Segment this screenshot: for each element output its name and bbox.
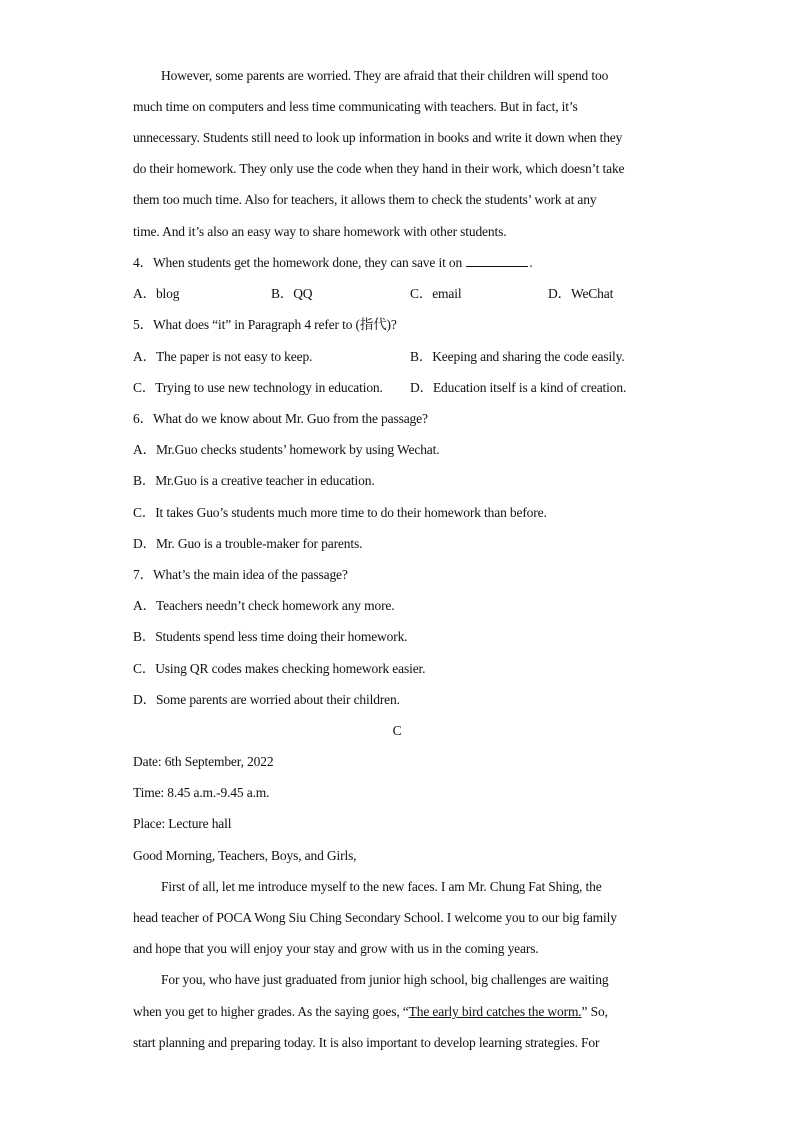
passage-line: unnecessary. Students still need to look up information in books and write it down when they: [133, 130, 623, 145]
speech-greeting: Good Morning, Teachers, Boys, and Girls,: [133, 848, 357, 863]
question-6-option-b: B．Mr.Guo is a creative teacher in education.: [133, 473, 375, 488]
answer-blank: [466, 254, 528, 267]
speech-text: when you get to higher grades. As the saying goes, “: [133, 1004, 409, 1019]
question-5-option-a: A．The paper is not easy to keep.: [133, 349, 313, 364]
speech-text: ” So,: [581, 1004, 608, 1019]
question-5-option-c: C．Trying to use new technology in education.: [133, 380, 383, 395]
question-4-stem-end: .: [529, 255, 533, 270]
question-4-option-a: A．blog: [133, 286, 180, 301]
section-heading: C: [392, 723, 402, 738]
question-4-stem-text: 4．When students get the homework done, they can save it on: [133, 255, 463, 270]
speech-line: [133, 1003, 608, 1021]
quoted-saying: The early bird catches the worm.: [408, 1004, 582, 1019]
passage-line: them too much time. Also for teachers, it allows them to check the students’ work at any: [133, 192, 597, 207]
question-6-option-d: D．Mr. Guo is a trouble-maker for parents.: [133, 536, 363, 551]
question-5-option-b: B．Keeping and sharing the code easily.: [410, 349, 625, 364]
question-7-option-b: B．Students spend less time doing their homework.: [133, 629, 408, 644]
question-6-stem: 6．What do we know about Mr. Guo from the passage?: [133, 411, 428, 426]
question-7-option-a: A．Teachers needn’t check homework any more.: [133, 598, 395, 613]
question-7-option-d: D．Some parents are worried about their children.: [133, 692, 400, 707]
passage-line: do their homework. They only use the code when they hand in their work, which doesn’t take: [133, 161, 625, 176]
question-4-stem: [133, 254, 533, 272]
question-7-stem: 7．What’s the main idea of the passage?: [133, 567, 348, 582]
question-4-option-d: D．WeChat: [548, 286, 614, 301]
speech-line: For you, who have just graduated from junior high school, big challenges are waiting: [161, 972, 609, 987]
speech-date: Date: 6th September, 2022: [133, 754, 274, 769]
speech-place: Place: Lecture hall: [133, 816, 232, 831]
question-7-option-c: C．Using QR codes makes checking homework easier.: [133, 661, 426, 676]
question-6-option-c: C．It takes Guo’s students much more time to do their homework than before.: [133, 505, 547, 520]
question-4-option-b: B．QQ: [271, 286, 313, 301]
speech-line: head teacher of POCA Wong Siu Ching Secondary School. I welcome you to our big family: [133, 910, 617, 925]
question-5-stem: 5．What does “it” in Paragraph 4 refer to (指代)?: [133, 317, 397, 332]
question-4-option-c: C．email: [410, 286, 462, 301]
speech-line: and hope that you will enjoy your stay and grow with us in the coming years.: [133, 941, 539, 956]
passage-line: time. And it’s also an easy way to share homework with other students.: [133, 224, 507, 239]
speech-line: start planning and preparing today. It is also important to develop learning strategies. For: [133, 1035, 600, 1050]
passage-line: much time on computers and less time communicating with teachers. But in fact, it’s: [133, 99, 578, 114]
question-6-option-a: A．Mr.Guo checks students’ homework by using Wechat.: [133, 442, 440, 457]
question-5-option-d: D．Education itself is a kind of creation.: [410, 380, 627, 395]
speech-time: Time: 8.45 a.m.-9.45 a.m.: [133, 785, 270, 800]
passage-line: However, some parents are worried. They are afraid that their children will spend too: [161, 68, 609, 83]
speech-line: First of all, let me introduce myself to the new faces. I am Mr. Chung Fat Shing, the: [161, 879, 602, 894]
